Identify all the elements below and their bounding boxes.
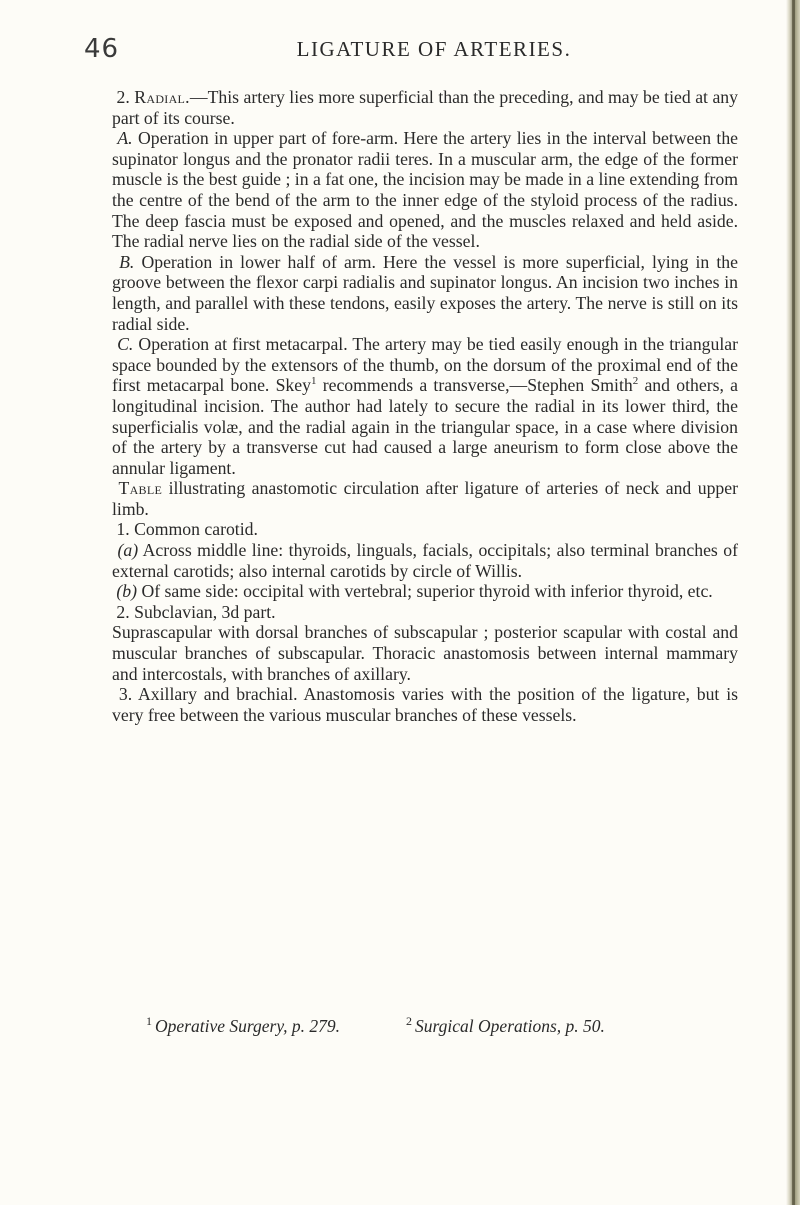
sub-label: (b) <box>116 581 138 602</box>
section-heading-radial: Radial. <box>134 87 190 107</box>
list-item-axillary: 3. Axillary and brachial. Anastomosis varies with the position of the ligature, but is very free between the various muscular branches of these vessels. <box>112 684 738 725</box>
subsection-label: A. <box>117 128 133 149</box>
paragraph-text: illustrating anastomotic circulation after ligature of arteries of neck and upper limb. <box>112 478 738 519</box>
paragraph-operation-a <box>112 128 738 252</box>
sub-label: (a) <box>117 540 139 561</box>
list-item-common-carotid: 1. Common carotid. <box>116 519 258 540</box>
paragraph-radial <box>112 87 738 128</box>
list-item-same-side: (b) Of same side: occipital with vertebral; superior thyroid with inferior thyroid, etc. <box>116 581 713 602</box>
running-title: LIGATURE OF ARTERIES. <box>296 37 572 61</box>
page-number: 46 <box>84 34 120 64</box>
paragraph-text: recommends a transverse,—Stephen Smith <box>316 375 633 396</box>
table-heading: Table <box>118 478 163 499</box>
page-header <box>84 34 744 64</box>
paragraph-table <box>112 478 738 519</box>
footnotes <box>146 1016 746 1037</box>
paragraph-text: —This artery lies more superficial than the preceding, and may be tied at any part of its course. <box>112 87 738 128</box>
subsection-label: B. <box>119 251 135 272</box>
paragraph-text: Operation at first metacarpal. The artery may be tied easily enough in the triangular space bounded by the extensors of the thumb, on the dorsum of the proximal end of the first metacarpal bone. Skey <box>112 334 739 396</box>
paragraph-operation-b <box>112 252 738 334</box>
paragraph-subclavian: Suprascapular with dorsal branches of subscapular ; posterior scapular with costal and muscular branches of subscapular. Thoracic anastomosis between internal mammary and intercostals, with branches of axillary. <box>112 622 738 684</box>
list-item-across-middle: (a) Across middle line: thyroids, linguals, facials, occipitals; also terminal branches of external carotids; also internal carotids by circle of Willis. <box>112 540 739 581</box>
paragraph-text: Operation in lower half of arm. Here the vessel is more superficial, lying in the groove between the flexor carpi radialis and supinator longus. An incision two inches in length, and parallel with these tendons, easily exposes the artery. The nerve is still on its radial side. <box>112 251 738 334</box>
paragraph-operation-c <box>112 334 738 478</box>
footnote-1: $^1$ Operative Surgery, p. 279. <box>146 1014 341 1036</box>
body-text <box>112 87 738 725</box>
page-edge-shadow <box>786 0 800 1205</box>
subsection-label: C. <box>117 334 134 355</box>
footnote-ref: 2 <box>632 375 639 388</box>
section-number: 2. <box>116 87 130 107</box>
paragraph-text: Operation in upper part of fore-arm. Here the artery lies in the interval between the supinator longus and the pronator radii teres. In a muscular arm, the edge of the former muscle is the best guide ; in a fat one, the incision may be made in a line extending from the centre of the bend of the arm to the inner edge of the styloid process of the radius. The deep fascia must be exposed and opened, and the muscles relaxed and held aside. The radial nerve lies on the radial side of the vessel. <box>112 128 739 252</box>
footnote-2: $^2$ Surgical Operations, p. 50. <box>406 1014 605 1036</box>
paragraph-text: and others, a longitudinal incision. The author had lately to secure the radial in its lower third, the superficialis volæ, and the radial again in the triangular space, in a case where division of the artery by a transverse cut had caused a large aneurism to form close above the annular ligament. <box>112 375 738 478</box>
list-item-subclavian: 2. Subclavian, 3d part. <box>116 601 276 622</box>
footnote-ref: 1 <box>310 375 317 388</box>
